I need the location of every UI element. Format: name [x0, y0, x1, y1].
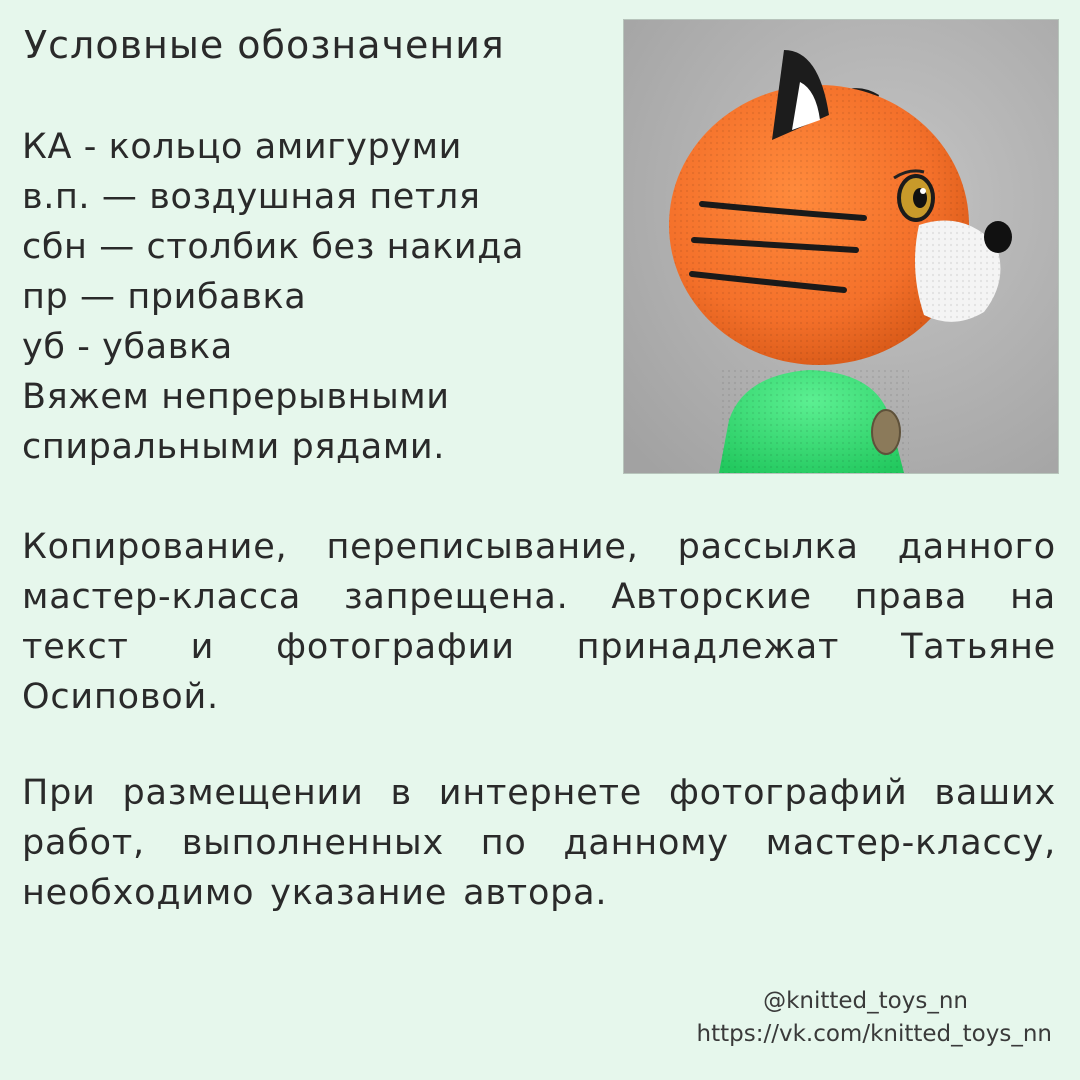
legend-list [22, 122, 612, 472]
legend-item-sbn: сбн — столбик без накида [22, 227, 525, 267]
legend-item-vp: в.п. — воздушная петля [22, 177, 481, 217]
author-credit-notice: При размещении в интернете фотографий ваших работ, выполненных по данному мастер-классу, необходимо указание автора. [22, 773, 1056, 913]
nose-icon [984, 221, 1012, 253]
page-title: Условные обозначения [24, 23, 505, 67]
legend-note-line-2: спиральными рядами. [22, 427, 445, 467]
button-icon [872, 410, 900, 454]
social-handle: @knitted_toys_nn [763, 988, 968, 1014]
copyright-notice: Копирование, переписывание, рассылка данного мастер-класса запрещена. Авторские права на текст и фотографии принадлежат Татьяне Осиповой. [22, 527, 1056, 717]
vk-link[interactable]: https://vk.com/knitted_toys_nn [696, 1021, 1052, 1047]
legend-note-line-1: Вяжем непрерывными [22, 377, 450, 417]
footer-contacts [697, 985, 1052, 1051]
legend-item-ka: КА - кольцо амигуруми [22, 127, 462, 167]
crocheted-tiger-illustration [624, 20, 1058, 473]
toy-photo [623, 19, 1059, 474]
legend-item-ub: уб - убавка [22, 327, 233, 367]
legend-item-pr: пр — прибавка [22, 277, 307, 317]
